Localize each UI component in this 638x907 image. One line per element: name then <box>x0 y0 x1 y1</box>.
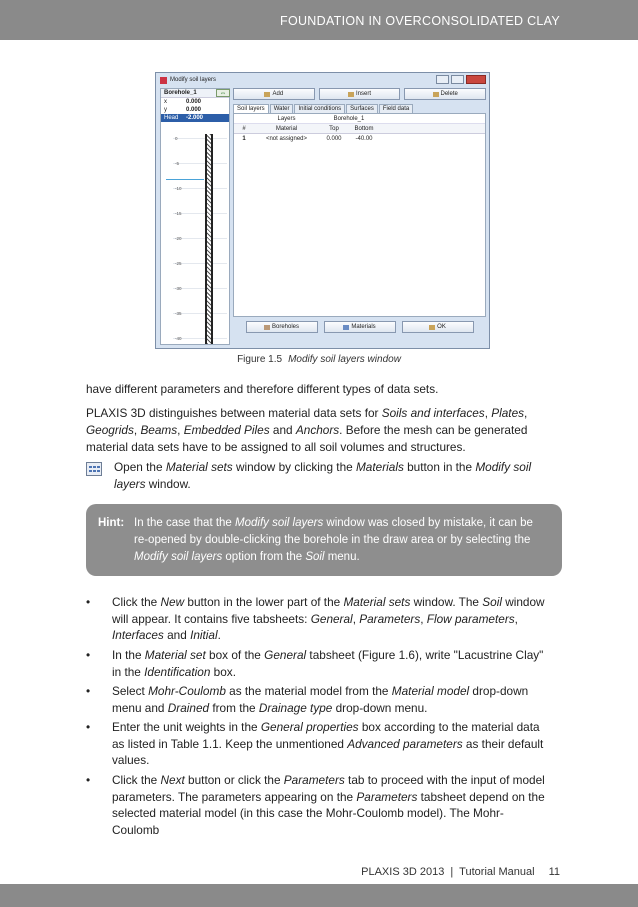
field-head[interactable]: Head -2.000 <box>161 114 229 122</box>
window-title: Modify soil layers <box>170 77 217 83</box>
depth-tick: -40 <box>175 336 182 341</box>
hint-text: In the case that the Modify soil layers window was closed by mistake, it can be re-opened by double-clicking the borehole in the draw area or by selecting the Modify soil layers option from the Soil menu. <box>134 517 533 563</box>
hint-label: Hint: <box>98 517 125 529</box>
modify-soil-layers-window <box>155 72 490 349</box>
materials-button[interactable]: Materials <box>324 321 396 333</box>
footer-bar <box>0 884 638 907</box>
tab-surfaces[interactable]: Surfaces <box>346 104 378 113</box>
window-bottom-bar <box>233 321 486 333</box>
paragraph-3: Open the Material sets window by clicking the Materials button in the Modify soil layers window. <box>114 460 532 491</box>
expand-arrow-icon[interactable]: ⇔ <box>216 89 230 97</box>
page-footer: PLAXIS 3D 2013 | Tutorial Manual 11 <box>361 866 560 878</box>
depth-tick: -20 <box>175 236 182 241</box>
ok-icon <box>429 325 435 330</box>
borehole-plot[interactable] <box>161 134 229 344</box>
delete-button[interactable]: Delete <box>404 88 486 100</box>
borehole-name: Borehole_1 <box>161 89 229 98</box>
app-icon <box>160 77 167 84</box>
add-button[interactable]: Add <box>233 88 315 100</box>
table-row[interactable]: 1 <not assigned> 0.000 -40.00 <box>242 135 373 142</box>
hint-box <box>86 504 562 576</box>
materials-icon <box>86 462 102 476</box>
window-controls <box>436 75 486 84</box>
borehole-column-edge <box>211 134 213 344</box>
grid-line <box>173 138 227 139</box>
layers-table <box>233 113 486 317</box>
maximize-icon[interactable] <box>451 75 464 84</box>
close-icon[interactable] <box>466 75 486 84</box>
layers-pane <box>233 88 486 345</box>
tab-water[interactable]: Water <box>270 104 294 113</box>
table-group-header: Layers Borehole_1 <box>234 114 485 124</box>
insert-button[interactable]: Insert <box>319 88 401 100</box>
minimize-icon[interactable] <box>436 75 449 84</box>
water-level-line <box>166 179 204 180</box>
tab-initial-conditions[interactable]: Initial conditions <box>294 104 345 113</box>
boreholes-button[interactable]: Boreholes <box>246 321 318 333</box>
materials-icon <box>343 325 349 330</box>
figure-caption: Figure 1.5 Modify soil layers window <box>237 354 401 365</box>
depth-tick: -30 <box>175 286 182 291</box>
depth-tick: -35 <box>175 311 182 316</box>
depth-tick: -10 <box>175 186 182 191</box>
field-y[interactable]: y 0.000 <box>164 107 202 113</box>
depth-tick: -25 <box>175 261 182 266</box>
tab-field-data[interactable]: Field data <box>379 104 413 113</box>
ok-button[interactable]: OK <box>402 321 474 333</box>
insert-icon <box>348 92 354 97</box>
field-x[interactable]: x 0.000 <box>164 99 202 105</box>
layers-toolbar <box>233 88 486 100</box>
delete-icon <box>433 92 439 97</box>
depth-tick: -15 <box>175 211 182 216</box>
borehole-pane <box>160 88 230 345</box>
add-icon <box>264 92 270 97</box>
boreholes-icon <box>264 325 270 330</box>
page-number: 11 <box>548 866 560 878</box>
grid-line <box>173 163 227 164</box>
tab-soil-layers[interactable]: Soil layers <box>233 104 269 113</box>
table-header: # Material Top Bottom <box>234 124 485 134</box>
paragraph-2: PLAXIS 3D distinguishes between material data sets for Soils and interfaces, Plates, Geogrids, Beams, Embedded Piles and Anchors. Before the mesh can be generated material data sets have to be assigned to all soil volumes and structures. <box>86 406 528 454</box>
depth-tick: -5 <box>175 161 180 166</box>
depth-tick: 0 <box>175 136 178 141</box>
paragraph-1: have different parameters and therefore different types of data sets. <box>86 382 439 396</box>
chapter-title: FOUNDATION IN OVERCONSOLIDATED CLAY <box>280 14 560 28</box>
layer-tabs <box>233 104 486 113</box>
